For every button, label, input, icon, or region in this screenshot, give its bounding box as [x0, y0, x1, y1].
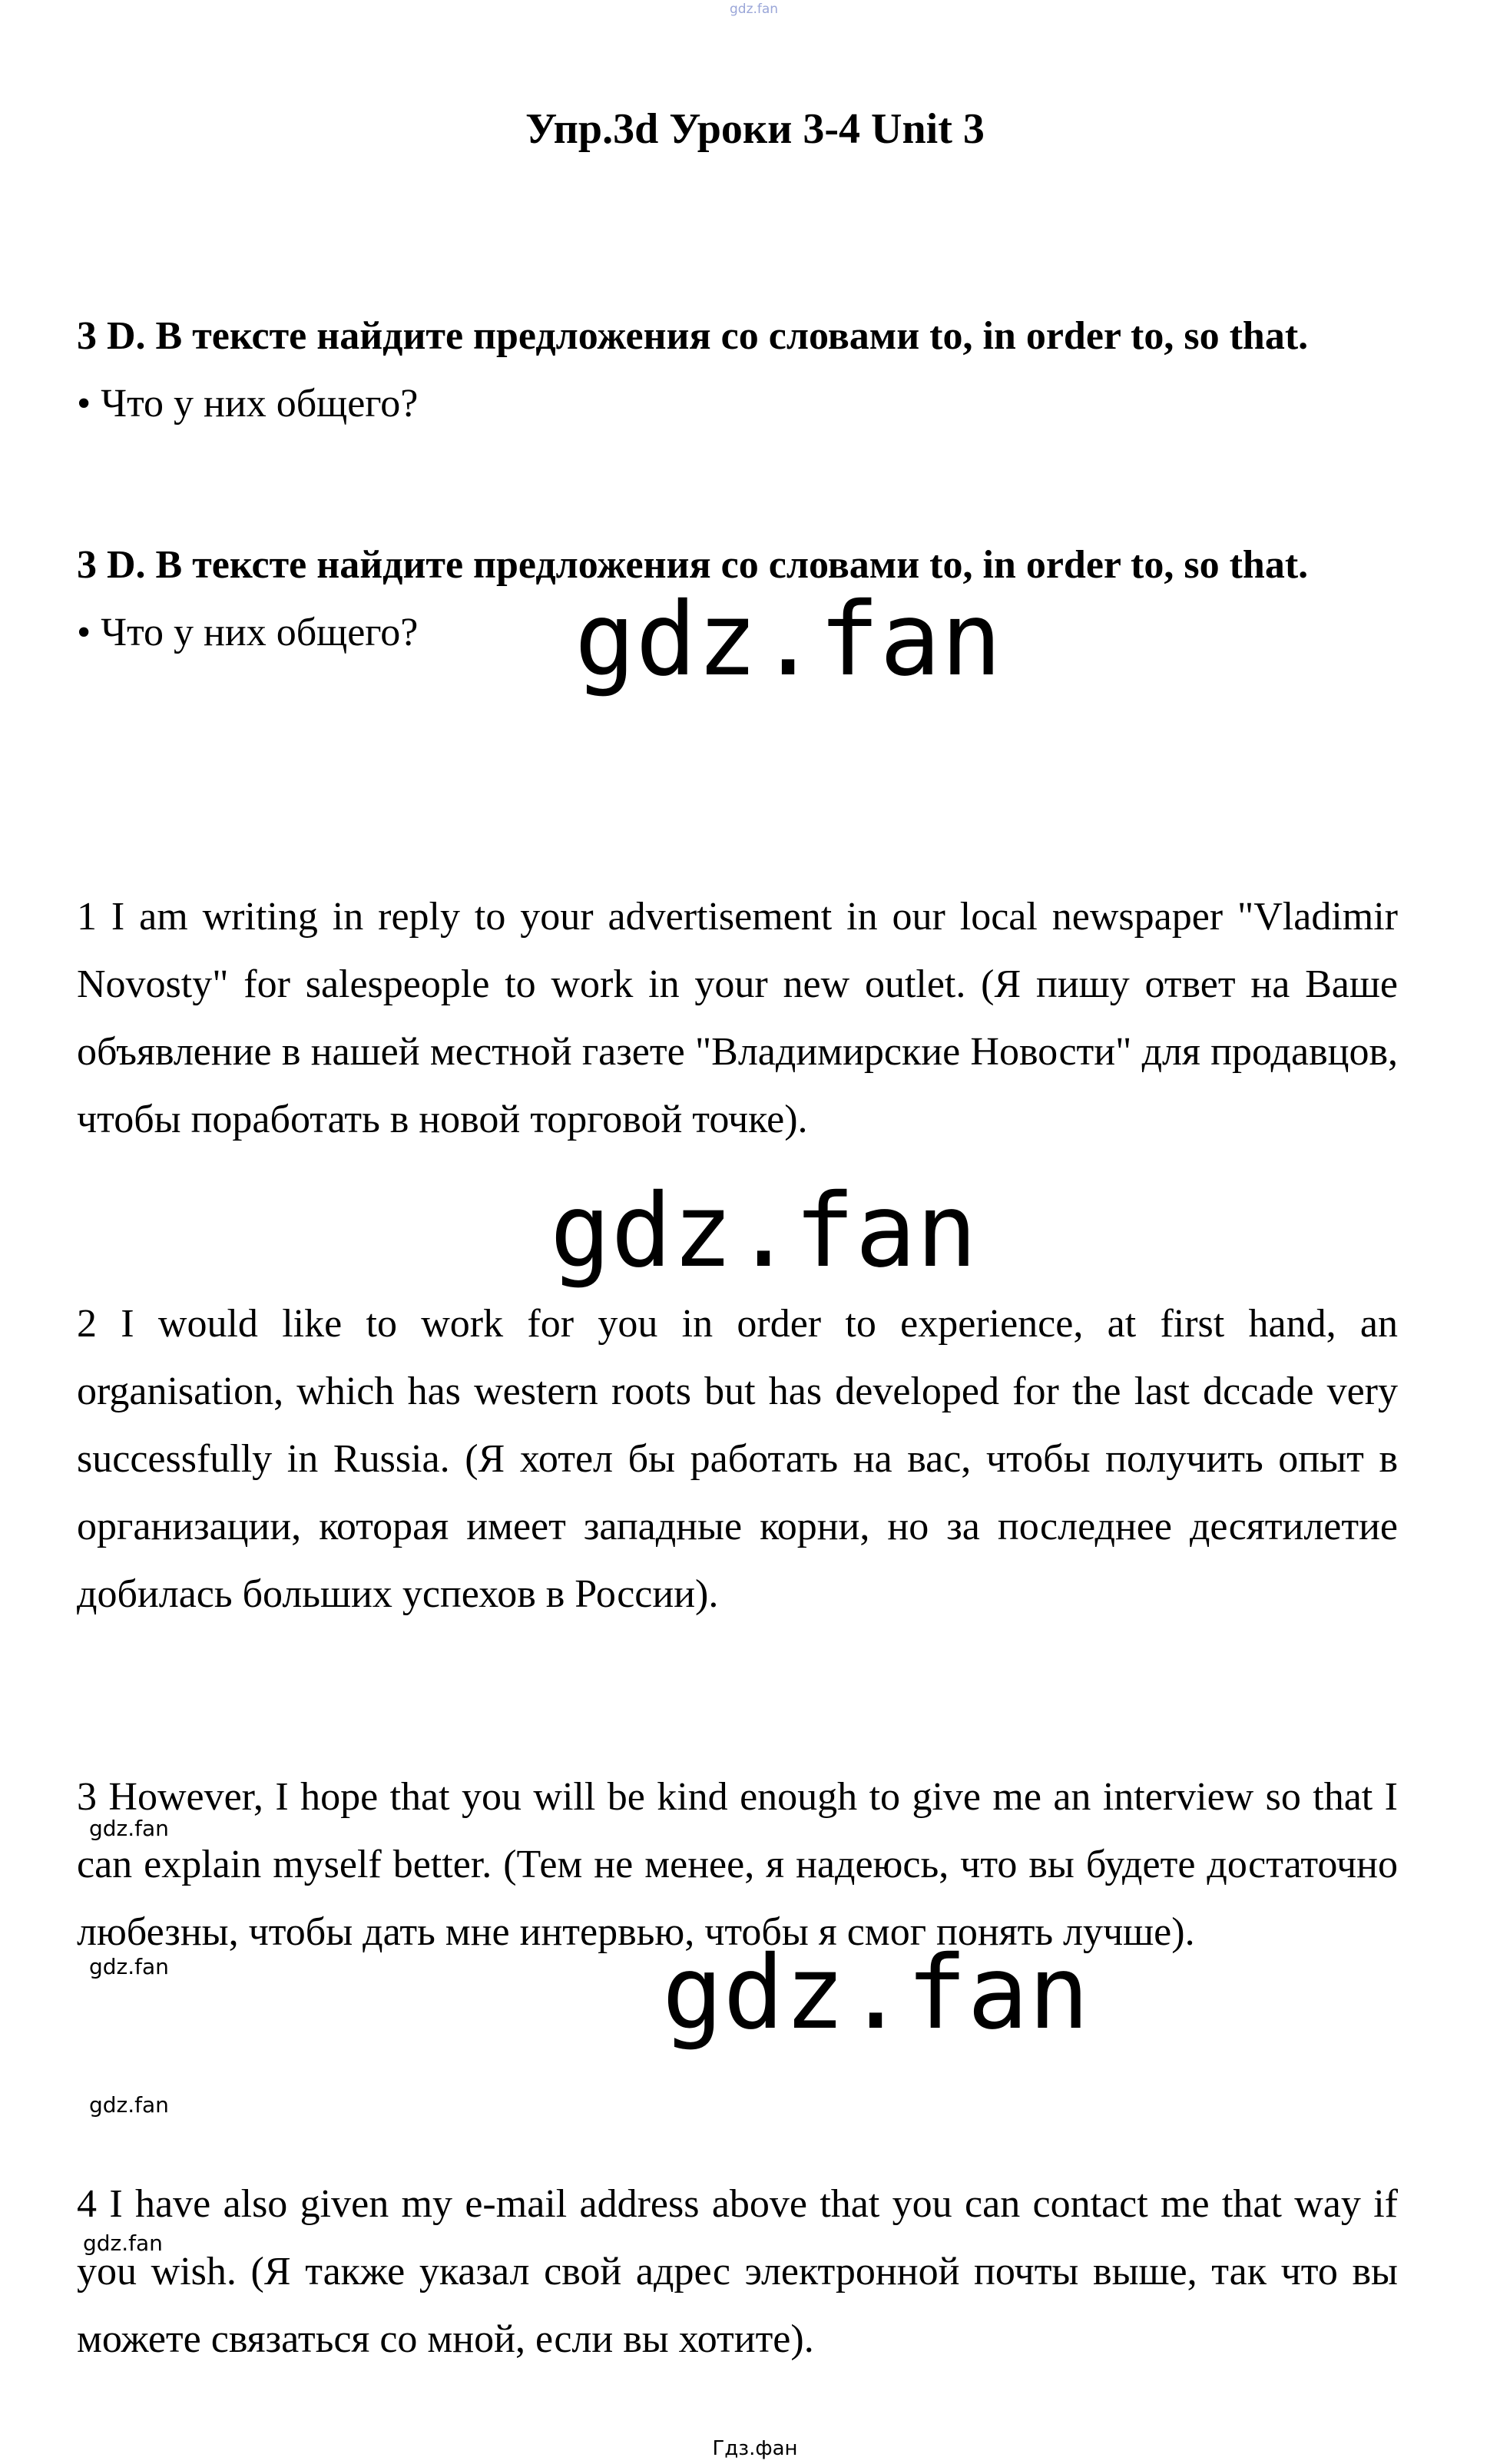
watermark-top: gdz.fan [730, 2, 779, 17]
answer-paragraph-1: 1 I am writing in reply to your advertisement in our local newspaper "Vladimir Novosty" for salespeople to work in your new outlet. (Я пишу ответ на Ваше объявление в нашей местной газете "Владимирские Новости" для продавцов, чтобы поработать в новой торговой точке). [77, 895, 1398, 1141]
task-heading: 3 D. В тексте найдите предложения со словами to, in order to, so that. [77, 543, 1309, 587]
answer-paragraph-2: 2 I would like to work for you in order to experience, at first hand, an organisation, which has western roots but has developed for the last dccade very successfully in Russia. (Я хотел бы работать на вас, чтобы получить опыт в организации, которая имеет западные корни, но за последнее десятилетие добилась больших успехов в России). [77, 1302, 1398, 1616]
task-block-1 [77, 303, 1398, 438]
watermark-small: gdz.fan [89, 2092, 169, 2118]
watermark-small: gdz.fan [89, 1954, 169, 1979]
answer-paragraph-3: 3 However, I hope that you will be kind enough to give me an interview so that I can explain myself better. (Тем не менее, я надеюсь, что вы будете достаточно любезны, чтобы дать мне интервью, чтобы я смог понять лучше). [77, 1775, 1398, 1954]
watermark-small: gdz.fan [83, 2231, 163, 2256]
watermark-small: gdz.fan [89, 1816, 169, 1841]
watermark-large: gdz.fan [575, 581, 1002, 699]
watermark-large: gdz.fan [550, 1172, 978, 1290]
task-heading: 3 D. В тексте найдите предложения со словами to, in order to, so that. [77, 314, 1309, 358]
watermark-large: gdz.fan [662, 1934, 1090, 2052]
footer-watermark: Гдз.фан [712, 2437, 798, 2460]
page-title: Упр.3d Уроки 3-4 Unit 3 [525, 105, 985, 153]
task-bullet: • Что у них общего? [77, 611, 419, 654]
task-bullet: • Что у них общего? [77, 382, 419, 426]
answer-paragraph-4: 4 I have also given my e-mail address above that you can contact me that way if you wish. (Я также указал свой адрес электронной почты выше, так что вы можете связаться со мной, если вы хотите). [77, 2182, 1398, 2361]
